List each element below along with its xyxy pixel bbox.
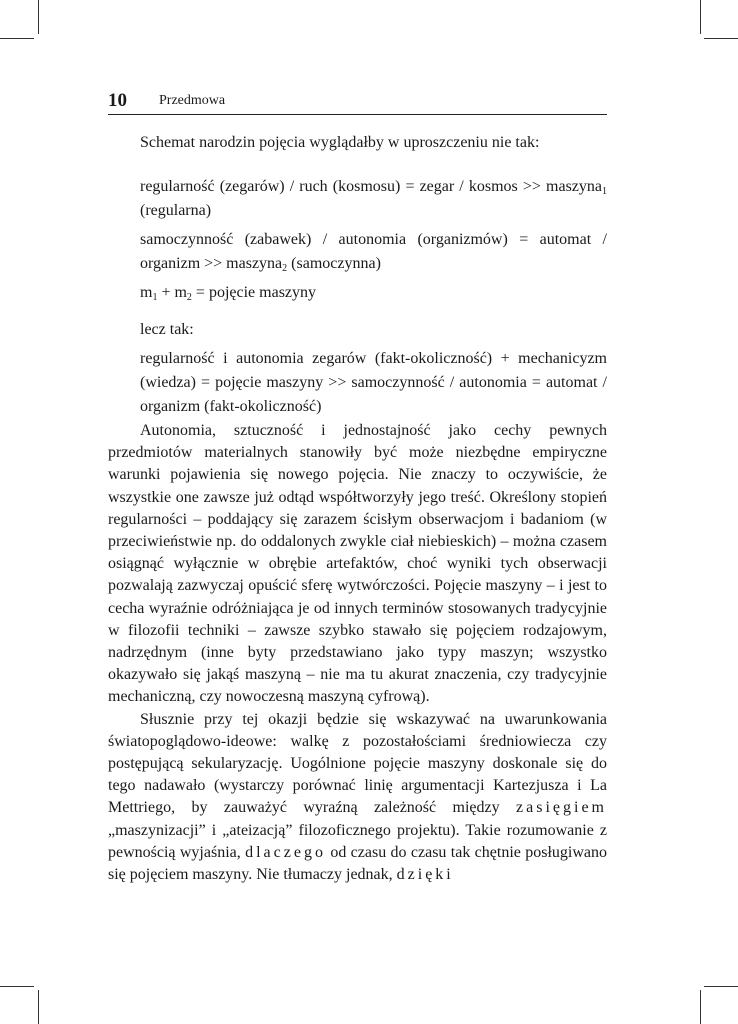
schema-line-3-m: m	[140, 284, 153, 301]
schema-line-2-main: samoczynność (zabawek) / autonomia (organizmów) = automat / organizm >> maszyna	[140, 231, 607, 272]
crop-mark-top-left-h	[0, 38, 34, 39]
schema-line-3-sub2: 2	[186, 292, 192, 303]
paragraph-2-part-3: od czasu do czasu tak chętnie posługiwano się pojęciem maszyny. Nie tłumaczy jednak,	[108, 843, 608, 884]
paragraph-2-part-1: Słusznie przy tej okazji będzie się wskazywać na uwarunkowania światopoglądowo-ideowe: walkę z pozostałościami średniowiecza czy postępującą sekularyzację. Uogólnione pojęcie maszyny doskonale się do tego nadawało (wystarczy porównać linię argumentacji Kartezjusza i La Mettriego, by zauważyć wyraźną zależność między	[108, 710, 607, 817]
schema-line-2-tail: (samoczynna)	[287, 255, 381, 272]
spaced-word-dzieki: dzięki	[396, 866, 454, 884]
schema-intro: Schemat narodzin pojęcia wyglądałby w uproszczeniu nie tak:	[140, 134, 540, 151]
schema-line-3-sub1: 1	[152, 292, 158, 303]
schema-block	[140, 131, 607, 419]
running-head: Przedmowa	[159, 93, 226, 108]
crop-mark-top-left	[38, 0, 39, 34]
crop-mark-top-right	[700, 0, 701, 34]
crop-mark-bottom-right	[700, 990, 701, 1024]
crop-mark-top-right-h	[704, 38, 738, 39]
schema-line-2	[140, 228, 607, 276]
crop-mark-bottom-left-h	[0, 986, 34, 987]
schema-line-4: regularność i autonomia zegarów (fakt-okoliczność) + mechanicyzm (wiedza) = pojęcie maszyny >> samoczynność / autonomia = automat / organizm (fakt-okoliczność)	[140, 350, 607, 415]
paragraph-2	[108, 709, 607, 887]
schema-line-1	[140, 175, 607, 223]
schema-line-3	[140, 281, 607, 305]
schema-line-2-sub: 2	[282, 263, 288, 274]
paragraph-1: Autonomia, sztuczność i jednostajność jako cechy pewnych przedmiotów materialnych stanowiły być może niezbędne empiryczne warunki pojawienia się nowego pojęcia. Nie znaczy to oczywiście, że wszystkie one zawsze już odtąd współtworzyły jego treść. Określony stopień regularności – poddający się zarazem ścisłym obserwacjom i badaniom (w przeciwieństwie np. do oddalonych zwykle ciał niebieskich) – można czasem osiągnąć wyłącznie w obrębie artefaktów, choć wyniki tych obserwacji pozwalają zazwyczaj opuścić sferę wytwórczości. Pojęcie maszyny – i jest to cecha wyraźnie odróżniająca je od innych terminów stosowanych tradycyjnie w filozofii techniki – zawsze szybko stawało się pojęciem rodzajowym, nadrzędnym (inne byty przedstawiano jako typy maszyn; wszystko okazywało się jakąś maszyną – nie ma tu akurat znaczenia, czy tradycyjnie mechaniczną, czy nowoczesną maszyną cyfrową).	[108, 422, 607, 706]
crop-mark-bottom-left	[38, 990, 39, 1024]
schema-line-3-mid: + m	[157, 284, 187, 301]
schema-line-1-tail: (regularna)	[140, 202, 212, 219]
body-text	[108, 420, 607, 886]
schema-line-1-sub: 1	[602, 186, 607, 197]
paragraph-2-part-2: „maszynizacji” i „ateizacją” filozoficznego projektu). Takie rozumowanie z pewnością wyjaśnia,	[108, 821, 607, 861]
spaced-word-dlaczego: dlaczego	[245, 843, 326, 861]
header-rule	[108, 114, 607, 115]
page-number: 10	[108, 90, 127, 111]
schema-line-1-main: regularność (zegarów) / ruch (kosmosu) = zegar / kosmos >> maszyna	[140, 178, 602, 195]
page-header	[108, 90, 607, 114]
schema-but: lecz tak:	[140, 321, 194, 338]
spaced-word-zasiegiem: zasięgiem	[516, 799, 607, 817]
schema-line-3-tail: = pojęcie maszyny	[191, 284, 317, 301]
crop-mark-bottom-right-h	[704, 986, 738, 987]
